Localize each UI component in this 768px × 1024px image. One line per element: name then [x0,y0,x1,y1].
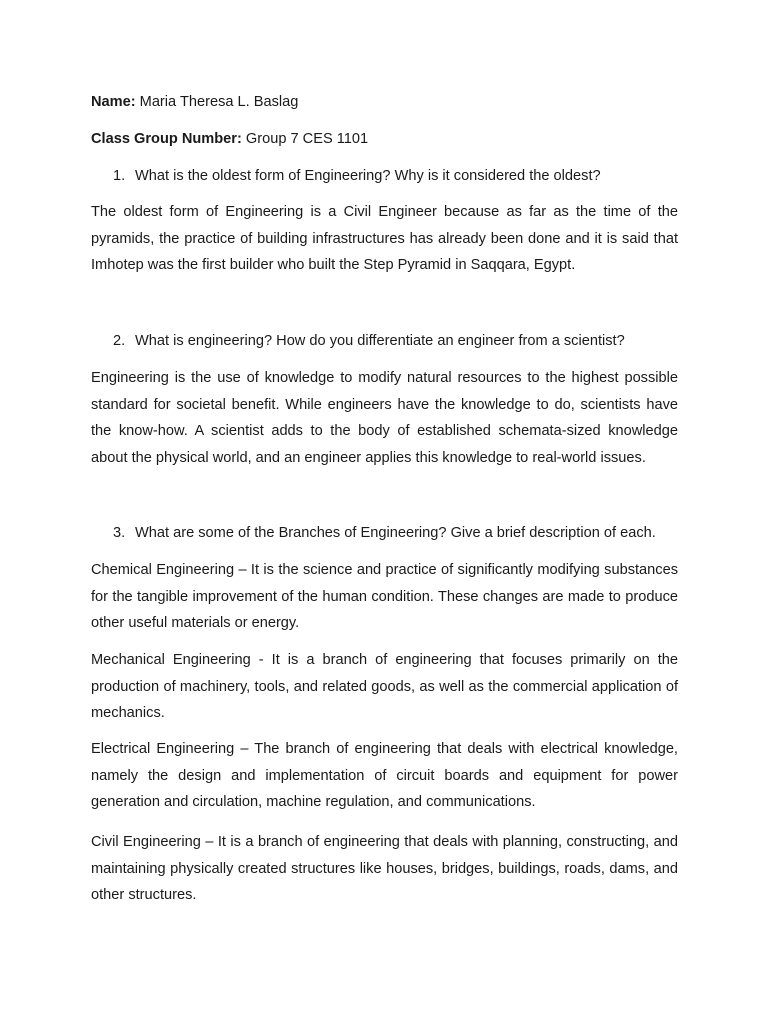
question-number: 3. [113,525,126,541]
civil-engineering-paragraph: Civil Engineering – It is a branch of engineering that deals with planning, constructing, and maintaining physically created structures like houses, bridges, buildings, roads, dams, and other structures. [91,834,678,904]
class-group-line [91,129,691,149]
question-3 [113,523,713,543]
question-number: 1. [113,168,126,184]
class-group-label: Class Group Number: [91,131,242,147]
class-group-value: Group 7 CES 1101 [241,131,369,147]
answer-2-paragraph: Engineering is the use of knowledge to modify natural resources to the highest possible standard for societal benefit. While engineers have the knowledge to do, scientists have the know-how. A scientist adds to the body of established schemata-sized knowledge about the physical world, and an engineer applies this knowledge to real-world issues. [91,370,678,466]
question-text: What are some of the Branches of Engineering? Give a brief description of each. [135,525,656,541]
mechanical-engineering-paragraph: Mechanical Engineering - It is a branch of engineering that focuses primarily on the production of machinery, tools, and related goods, as well as the commercial application of mechanics. [91,652,678,722]
name-value: Maria Theresa L. Baslag [135,94,299,110]
chemical-engineering-paragraph: Chemical Engineering – It is the science and practice of significantly modifying substances for the tangible improvement of the human condition. These changes are made to produce other useful materials or energy. [91,562,678,632]
answer-1-paragraph: The oldest form of Engineering is a Civil Engineer because as far as the time of the pyramids, the practice of building infrastructures has already been done and it is said that Imhotep was the first builder who built the Step Pyramid in Saqqara, Egypt. [91,204,678,274]
question-number: 2. [113,333,126,349]
electrical-engineering-paragraph: Electrical Engineering – The branch of engineering that deals with electrical knowledge, namely the design and implementation of circuit boards and equipment for power generation and circulation, machine regulation, and communications. [91,741,678,811]
name-line [91,92,691,112]
question-2 [113,331,713,351]
question-text: What is engineering? How do you differentiate an engineer from a scientist? [135,333,625,349]
name-label: Name: [91,94,136,110]
question-text: What is the oldest form of Engineering? Why is it considered the oldest? [135,168,601,184]
question-1 [113,166,713,186]
